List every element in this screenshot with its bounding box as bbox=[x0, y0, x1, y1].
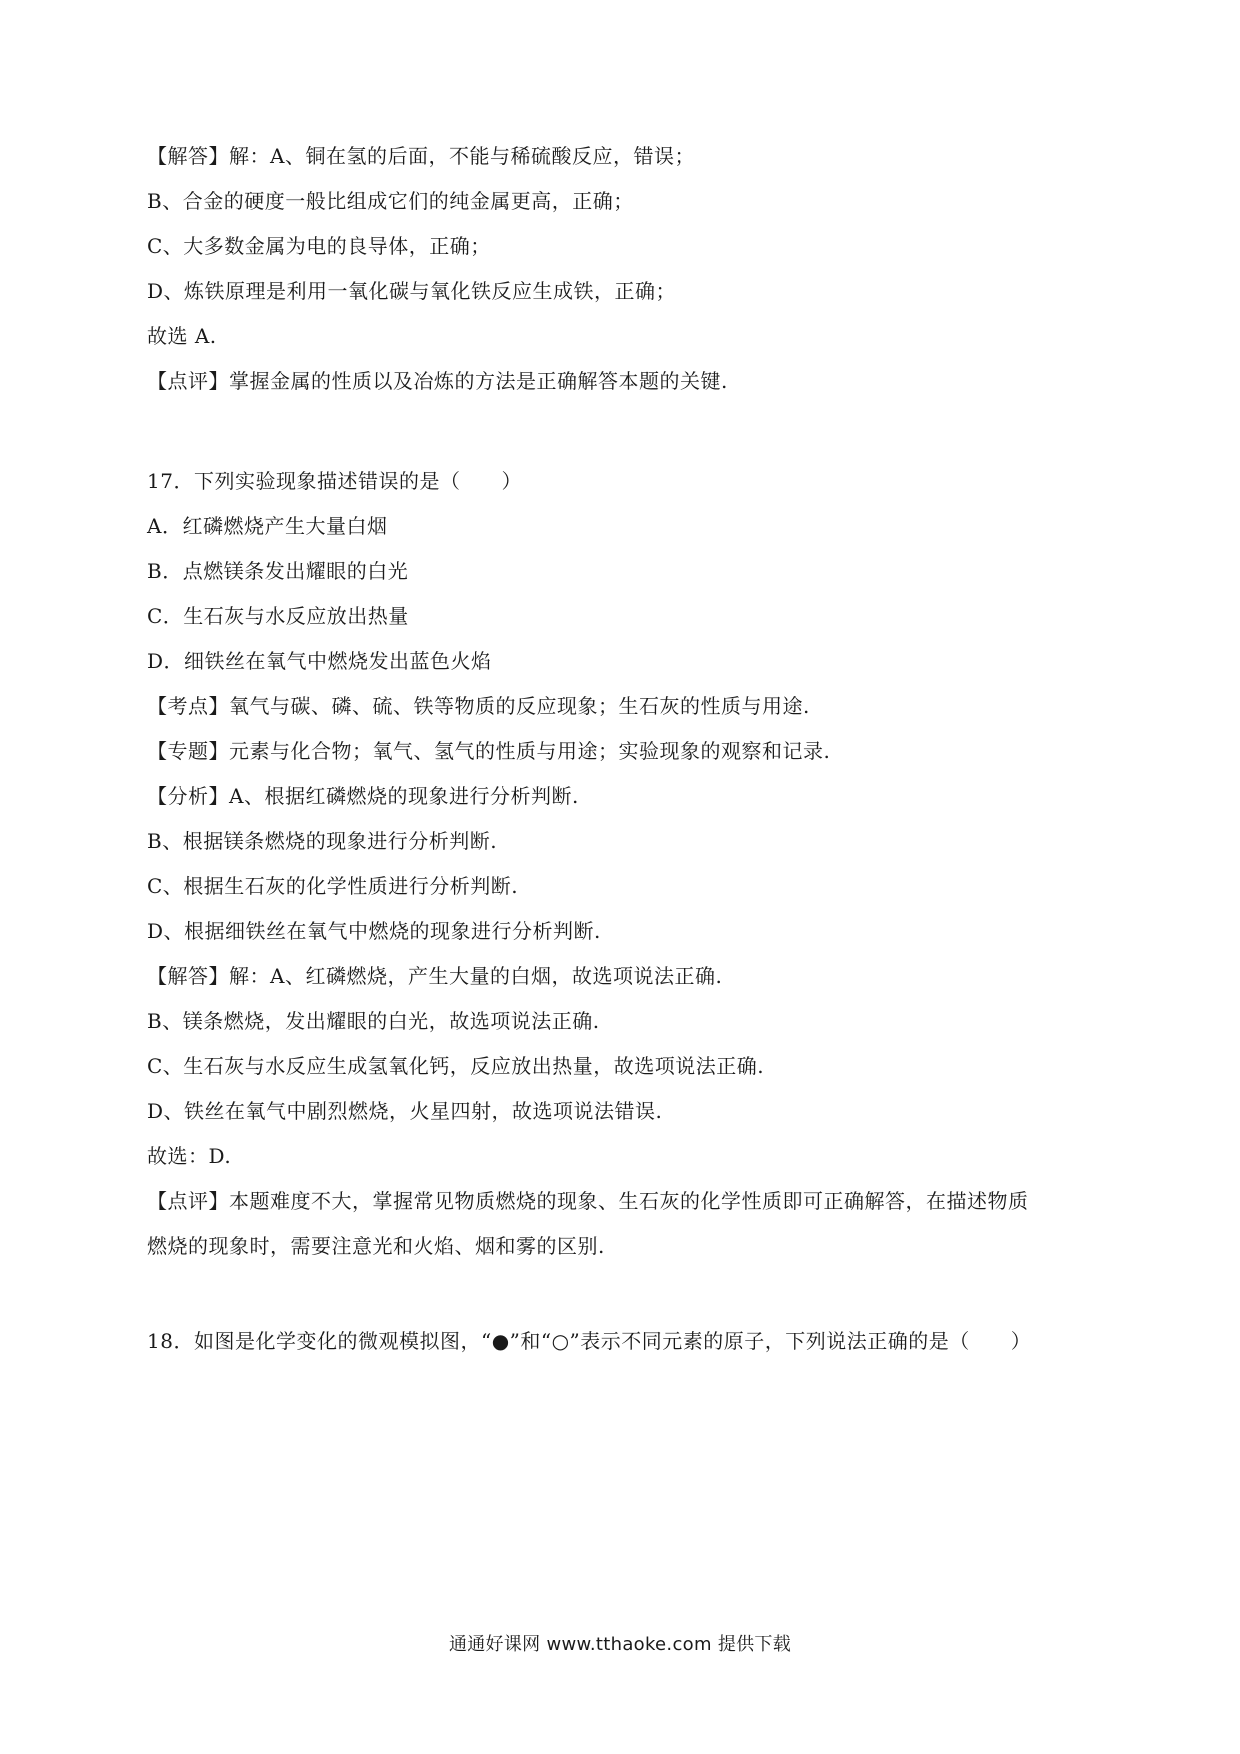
q17-option-d: D．细铁丝在氧气中燃烧发出蓝色火焰 bbox=[147, 649, 492, 673]
q17-comment-line2: 燃烧的现象时，需要注意光和火焰、烟和雾的区别. bbox=[147, 1234, 605, 1258]
q17-answer-b: B、镁条燃烧，发出耀眼的白光，故选项说法正确. bbox=[147, 1009, 600, 1033]
q18-question-part3: ”表示不同元素的原子，下列说法正确的是（ ） bbox=[569, 1329, 1032, 1353]
hollow-circle-icon: ○ bbox=[551, 1329, 570, 1353]
page-footer: 通通好课网 www.tthaoke.com 提供下载 bbox=[448, 1634, 792, 1655]
q18-question bbox=[147, 1327, 1031, 1355]
q17-answer-a: 【解答】解：A、红磷燃烧，产生大量的白烟，故选项说法正确. bbox=[147, 964, 723, 988]
q16-answer-b: B、合金的硬度一般比组成它们的纯金属更高，正确； bbox=[147, 189, 634, 213]
q17-option-a: A．红磷燃烧产生大量白烟 bbox=[147, 514, 388, 538]
q17-question: 17．下列实验现象描述错误的是（ ） bbox=[147, 469, 522, 493]
q16-answer-a: 【解答】解：A、铜在氢的后面，不能与稀硫酸反应，错误； bbox=[147, 144, 695, 168]
q17-kaodian: 【考点】氧气与碳、磷、硫、铁等物质的反应现象；生石灰的性质与用途. bbox=[147, 694, 810, 718]
q17-answer-d: D、铁丝在氧气中剧烈燃烧，火星四射，故选项说法错误. bbox=[147, 1099, 663, 1123]
q17-analysis-c: C、根据生石灰的化学性质进行分析判断. bbox=[147, 874, 519, 898]
q17-option-c: C．生石灰与水反应放出热量 bbox=[147, 604, 409, 628]
q18-question-part1: 18．如图是化学变化的微观模拟图，“ bbox=[147, 1329, 492, 1353]
q17-analysis-a: 【分析】A、根据红磷燃烧的现象进行分析判断. bbox=[147, 784, 579, 808]
q17-analysis-d: D、根据细铁丝在氧气中燃烧的现象进行分析判断. bbox=[147, 919, 601, 943]
q17-zhuanti: 【专题】元素与化合物；氧气、氢气的性质与用途；实验现象的观察和记录. bbox=[147, 739, 831, 763]
q17-comment-line1: 【点评】本题难度不大，掌握常见物质燃烧的现象、生石灰的化学性质即可正确解答，在描述物质 bbox=[147, 1189, 1029, 1213]
q17-option-b: B．点燃镁条发出耀眼的白光 bbox=[147, 559, 409, 583]
q16-answer-d: D、炼铁原理是利用一氧化碳与氧化铁反应生成铁，正确； bbox=[147, 279, 677, 303]
q17-answer-c: C、生石灰与水反应生成氢氧化钙，反应放出热量，故选项说法正确. bbox=[147, 1054, 765, 1078]
q17-choice: 故选：D. bbox=[147, 1144, 232, 1168]
filled-circle-icon: ● bbox=[491, 1329, 510, 1353]
q17-analysis-b: B、根据镁条燃烧的现象进行分析判断. bbox=[147, 829, 498, 853]
q16-comment: 【点评】掌握金属的性质以及冶炼的方法是正确解答本题的关键. bbox=[147, 369, 728, 393]
q16-answer-c: C、大多数金属为电的良导体，正确； bbox=[147, 234, 491, 258]
q16-choice: 故选 A. bbox=[147, 324, 217, 348]
q18-question-part2: ”和“ bbox=[509, 1329, 552, 1353]
